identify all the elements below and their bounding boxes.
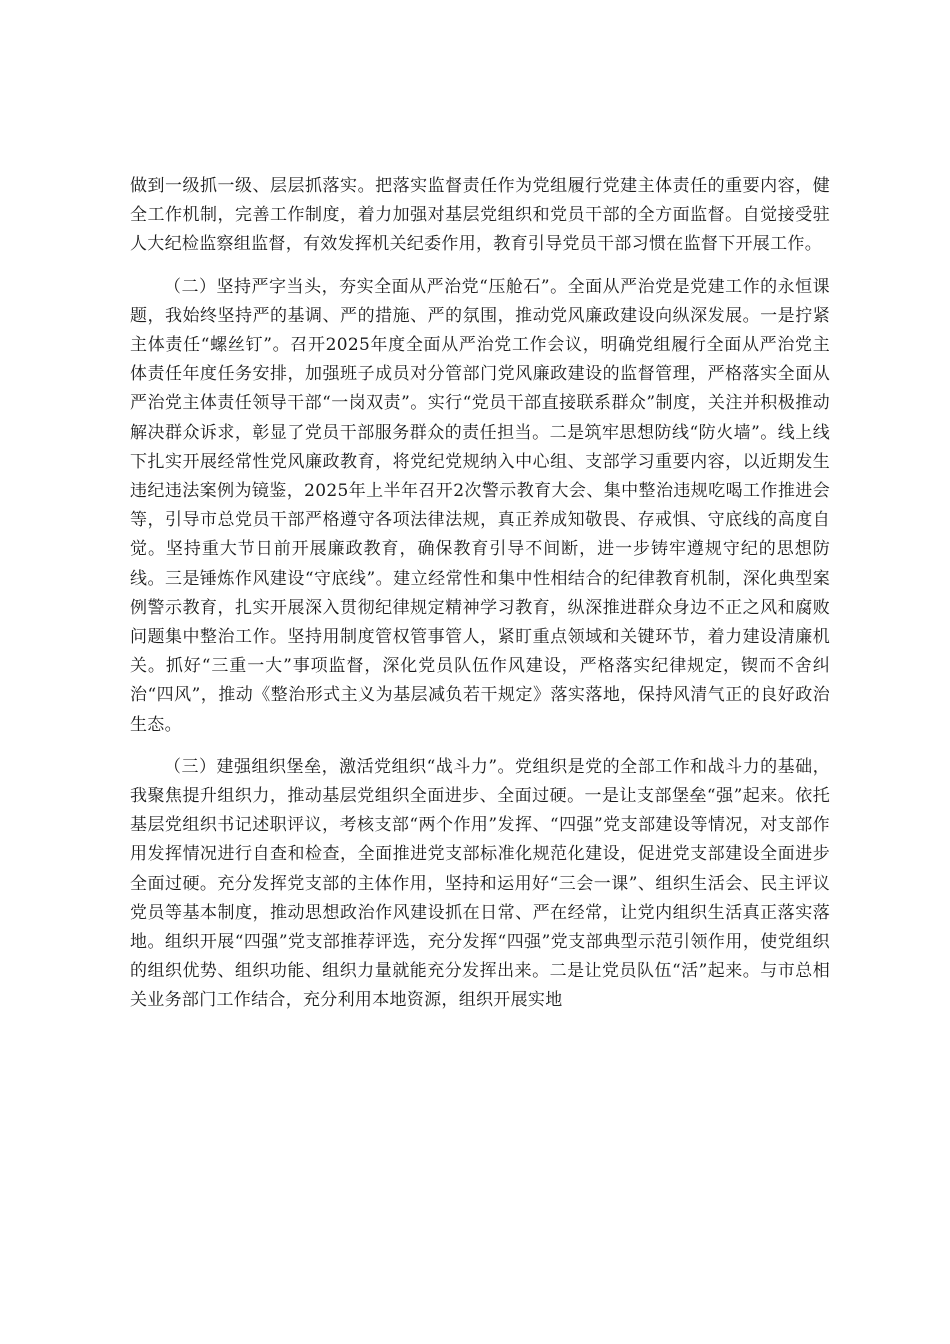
paragraph-section-three: （三）建强组织堡垒，激活党组织“战斗力”。党组织是党的全部工作和战斗力的基础，我聚焦提升组织力，推动基层党组织全面进步、全面过硬。一是让支部堡垒“强”起来。依托基层党组织书记述职评议，考核支部“两个作用”发挥、“四强”党支部建设等情况，对支部作用发挥情况进行自查和检查，全面推进党支部标准化规范化建设，促进党支部建设全面进步全面过硬。充分发挥党支部的主体作用，坚持和运用好“三会一课”、组织生活会、民主评议党员等基本制度，推动思想政治作风建设抓在日常、严在经常，让党内组织生活真正落实落地。组织开展“四强”党支部推荐评选，充分发挥“四强”党支部典型示范引领作用，使党组织的组织优势、组织功能、组织力量就能充分发挥出来。二是让党员队伍“活”起来。与市总相关业务部门工作结合，充分利用本地资源，组织开展实地 (130, 756, 830, 1011)
paragraph-section-two: （二）坚持严字当头，夯实全面从严治党“压舱石”。全面从严治党是党建工作的永恒课题，我始终坚持严的基调、严的措施、严的氛围，推动党风廉政建设向纵深发展。一是拧紧主体责任“螺丝钉”。召开2025年度全面从严治党工作会议，明确党组履行全面从严治党主体责任年度任务安排，加强班子成员对分管部门党风廉政建设的监督管理，严格落实全面从严治党主体责任领导干部“一岗双责”。实行“党员干部直接联系群众”制度，关注并积极推动解决群众诉求，彰显了党员干部服务群众的责任担当。二是筑牢思想防线“防火墙”。线上线下扎实开展经常性党风廉政教育，将党纪党规纳入中心组、支部学习重要内容，以近期发生违纪违法案例为镜鉴，2025年上半年召开2次警示教育大会、集中整治违规吃喝工作推进会等，引导市总党员干部严格遵守各项法律法规，真正养成知敬畏、存戒惧、守底线的高度自觉。坚持重大节日前开展廉政教育，确保教育引导不间断，进一步铸牢遵规守纪的思想防线。三是锤炼作风建设“守底线”。建立经常性和集中性相结合的纪律教育机制，深化典型案例警示教育，扎实开展深入贯彻纪律规定精神学习教育，纵深推进群众身边不正之风和腐败问题集中整治工作。坚持用制度管权管事管人，紧盯重点领域和关键环节，着力建设清廉机关。抓好“三重一大”事项监督，深化党员队伍作风建设，严格落实纪律规定，锲而不舍纠治“四风”，推动《整治形式主义为基层减负若干规定》落实落地，保持风清气正的良好政治生态。 (130, 276, 830, 735)
paragraph-continuation: 做到一级抓一级、层层抓落实。把落实监督责任作为党组履行党建主体责任的重要内容，健全工作机制，完善工作制度，着力加强对基层党组织和党员干部的全方面监督。自觉接受驻人大纪检监察组监督，有效发挥机关纪委作用，教育引导党员干部习惯在监督下开展工作。 (130, 176, 830, 255)
document-body (130, 172, 830, 1029)
